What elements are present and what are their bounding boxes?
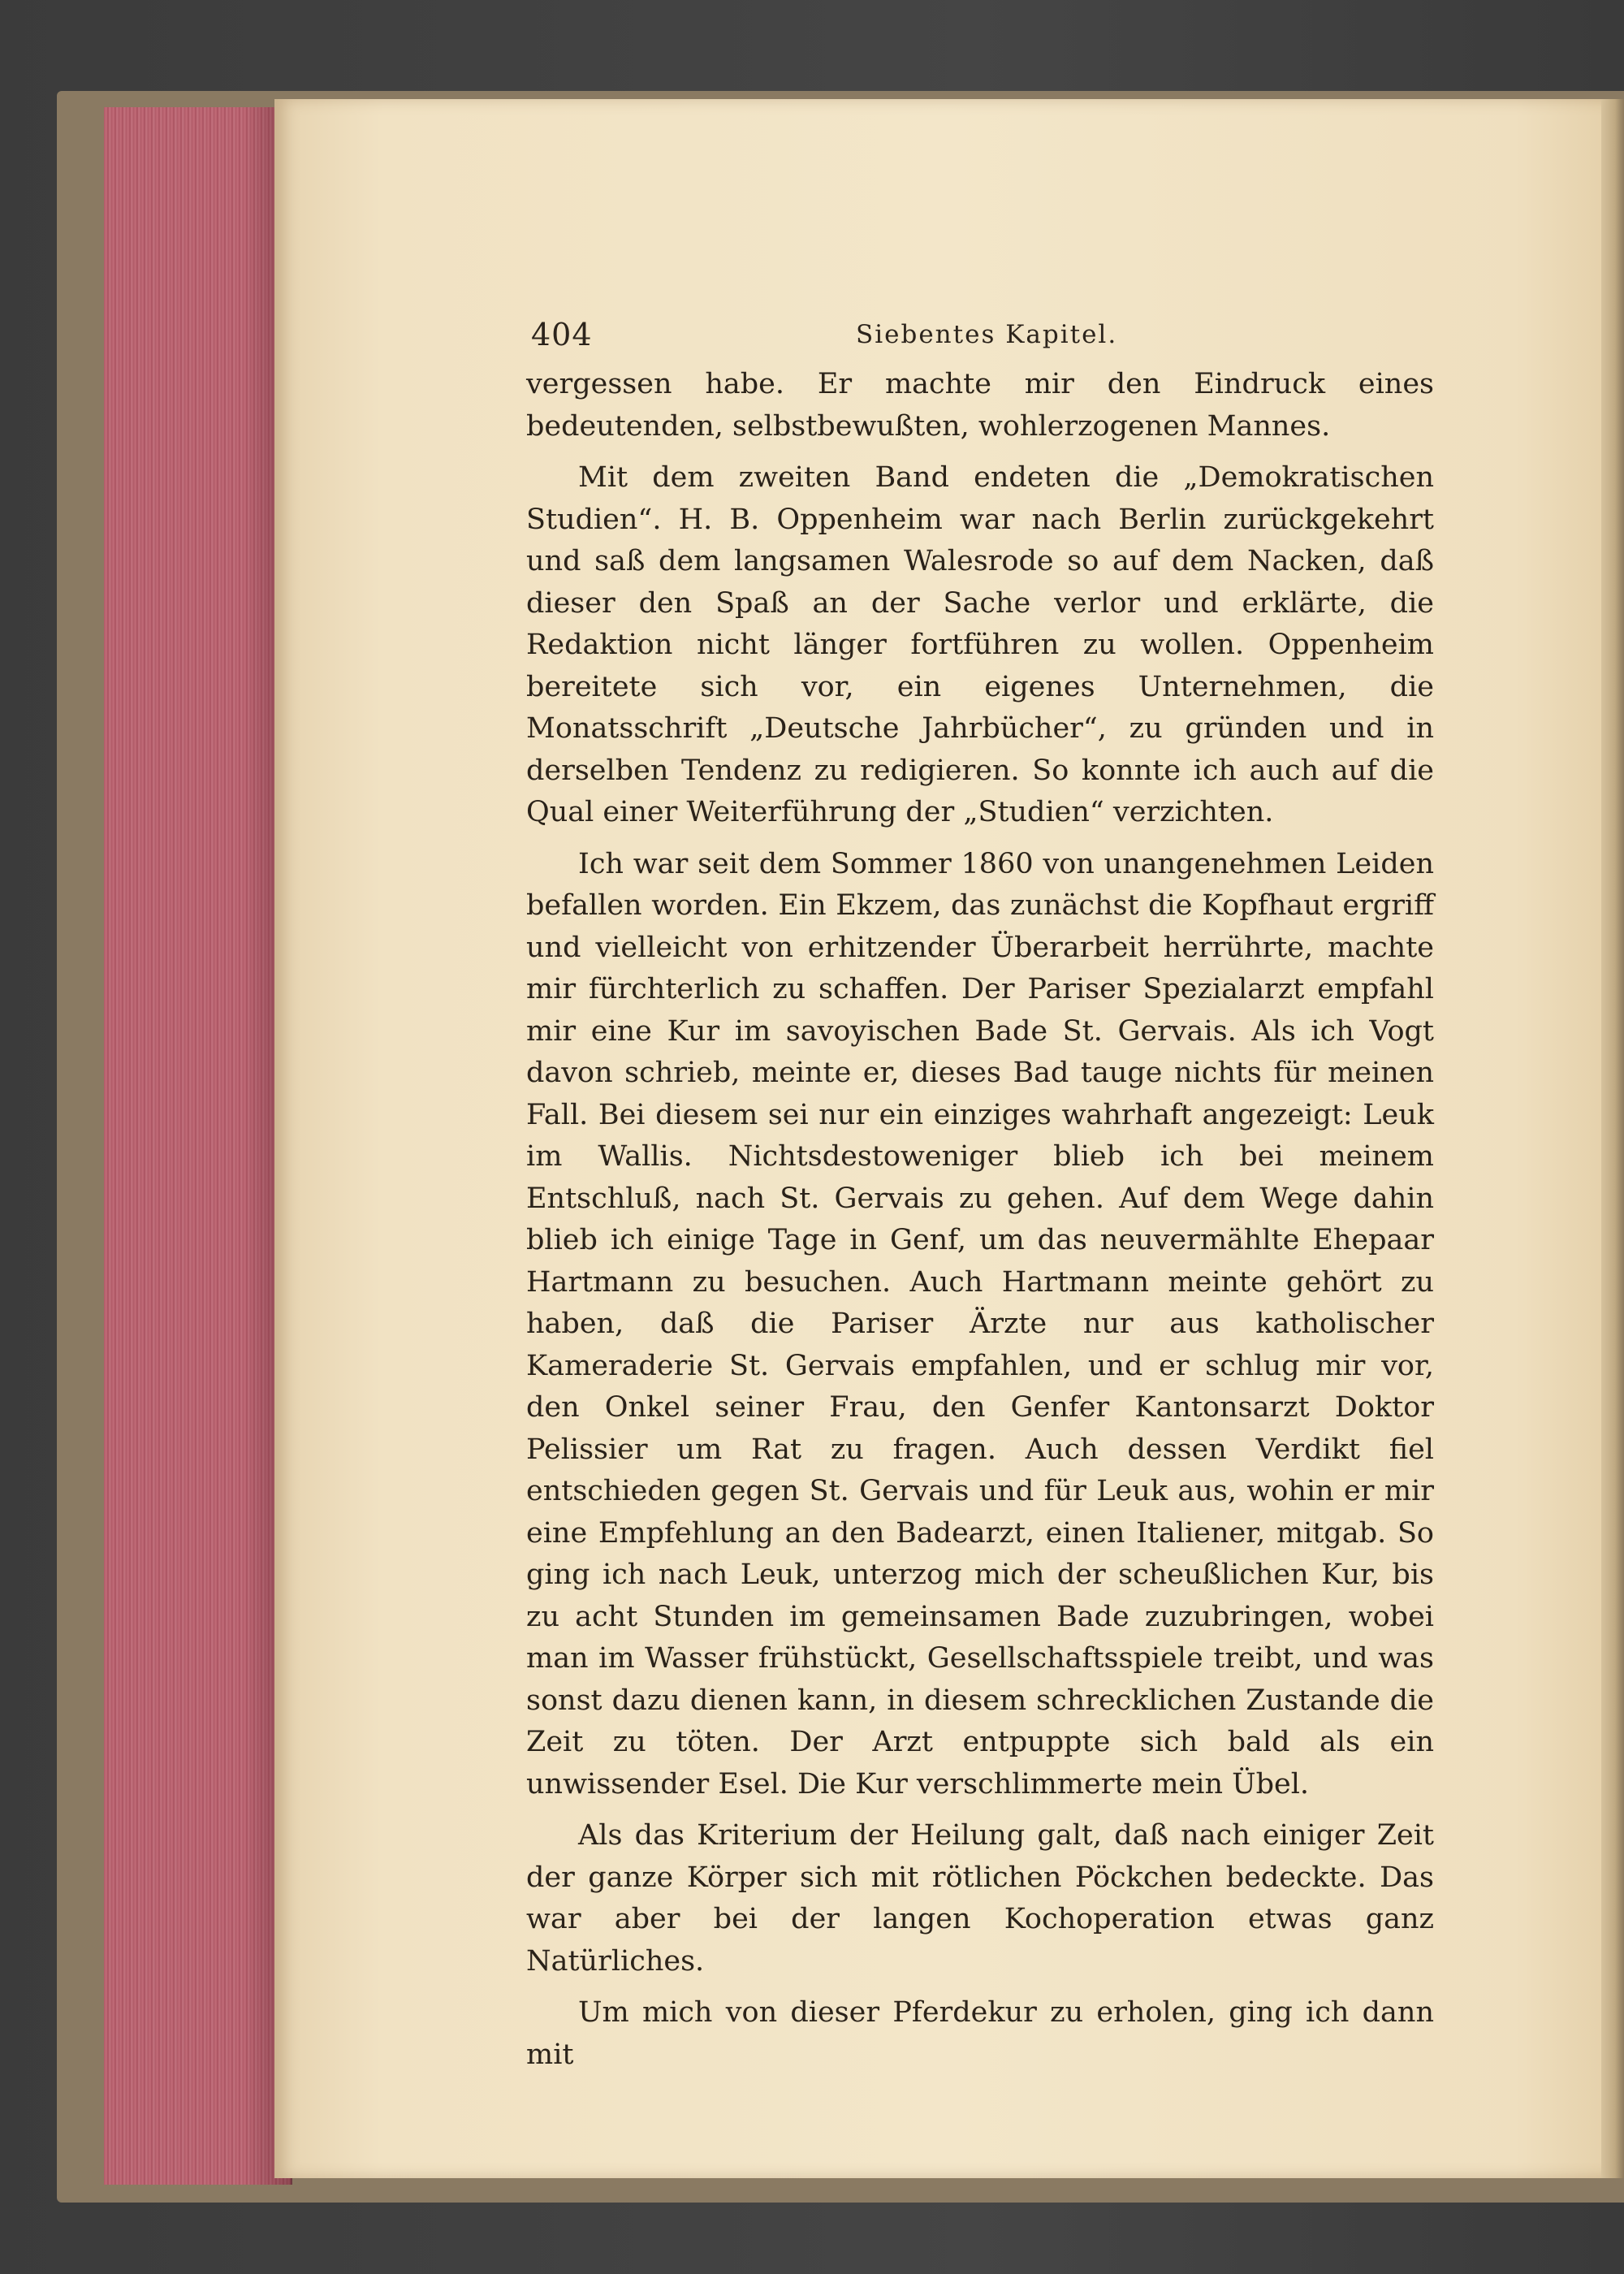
body-text [526,364,1434,2086]
paragraph-2: Mit dem zweiten Band endeten die „Demokratischen Studien“. H. B. Oppenheim war nach Berlin zurückgekehrt und saß dem langsamen Walesrode so auf dem Nacken, daß dieser den Spaß an der Sache verlor und erklärte, die Redaktion nicht länger fortführen zu wollen. Oppenheim bereitete sich vor, ein eigenes Unternehmen, die Monatsschrift „Deutsche Jahrbücher“, zu gründen und in derselben Tendenz zu redigieren. So konnte ich auch auf die Qual einer Weiterführung der „Studien“ verzichten. [526,461,1434,828]
paragraph-4: Als das Kriterium der Heilung galt, daß nach einiger Zeit der ganze Körper sich mit rötlichen Pöckchen bedeckte. Das war aber bei der langen Kochoperation etwas ganz Natürliches. [526,1819,1434,1978]
running-head [531,317,1432,356]
paragraph-1: vergessen habe. Er machte mir den Eindruck eines bedeutenden, selbstbewußten, wohlerzogenen Mannes. [526,368,1434,443]
page-number: 404 [531,317,593,352]
paragraph-3: Ich war seit dem Sommer 1860 von unangenehmen Leiden befallen worden. Ein Ekzem, das zunächst die Kopfhaut ergriff und vielleicht von erhitzender Überarbeit herrührte, machte mir fürchterlich zu schaffen. Der Pariser Spezialarzt empfahl mir eine Kur im savoyischen Bade St. Gervais. Als ich Vogt davon schrieb, meinte er, dieses Bad tauge nichts für meinen Fall. Bei diesem sei nur ein einziges wahrhaft angezeigt: Leuk im Wallis. Nichtsdestoweniger blieb ich bei meinem Entschluß, nach St. Gervais zu gehen. Auf dem Wege dahin blieb ich einige Tage in Genf, um das neuvermählte Ehepaar Hartmann zu besuchen. Auch Hartmann meinte gehört zu haben, daß die Pariser Ärzte nur aus katholischer Kameraderie St. Gervais empfahlen, und er schlug mir vor, den Onkel seiner Frau, den Genfer Kantonsarzt Doktor Pelissier um Rat zu fragen. Auch dessen Verdikt fiel entschieden gegen St. Gervais und für Leuk aus, wohin er mir eine Empfehlung an den Badearzt, einen Italiener, mitgab. So ging ich nach Leuk, unterzog mich der scheußlichen Kur, bis zu acht Stunden im gemeinsamen Bade zuzubringen, wobei man im Wasser frühstückt, Gesellschaftsspiele treibt, und was sonst dazu dienen kann, in diesem schrecklichen Zustande die Zeit zu töten. Der Arzt entpuppte sich bald als ein unwissender Esel. Die Kur verschlimmerte mein Übel. [526,847,1434,1801]
chapter-title: Siebentes Kapitel. [856,320,1118,349]
page-right-edge [1601,99,1624,2178]
paragraph-5: Um mich von dieser Pferdekur zu erholen, ging ich dann mit [526,1996,1434,2071]
